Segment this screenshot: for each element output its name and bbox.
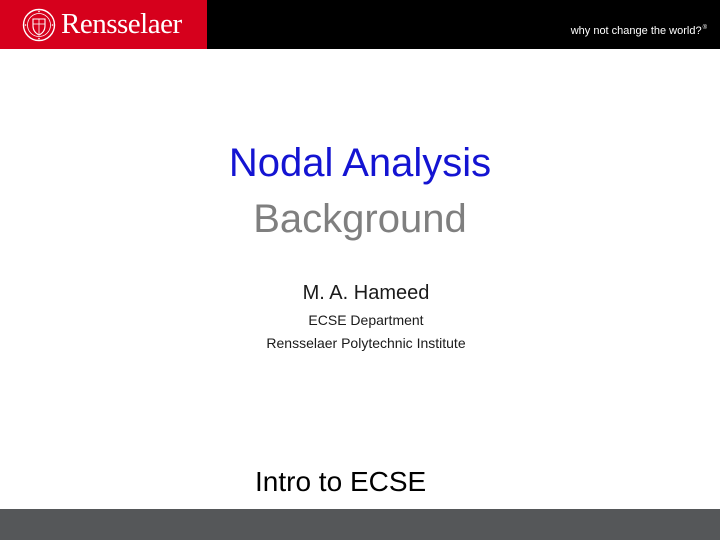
header-banner xyxy=(0,0,720,49)
slide-subtitle: Background xyxy=(253,197,467,241)
rensselaer-wordmark: Rensselaer xyxy=(61,8,182,40)
slide-title: Nodal Analysis xyxy=(228,141,492,185)
institute-name: Rensselaer Polytechnic Institute xyxy=(266,335,466,351)
author-name: M. A. Hameed xyxy=(302,282,430,304)
footer-bar xyxy=(0,509,720,540)
tagline-text: why not change the world? xyxy=(570,25,702,37)
university-seal-icon xyxy=(22,8,56,42)
course-name: Intro to ECSE xyxy=(255,466,427,497)
logo-block xyxy=(0,0,207,49)
department-name: ECSE Department xyxy=(308,312,424,328)
registered-mark: ® xyxy=(702,25,707,31)
tagline xyxy=(571,25,707,37)
